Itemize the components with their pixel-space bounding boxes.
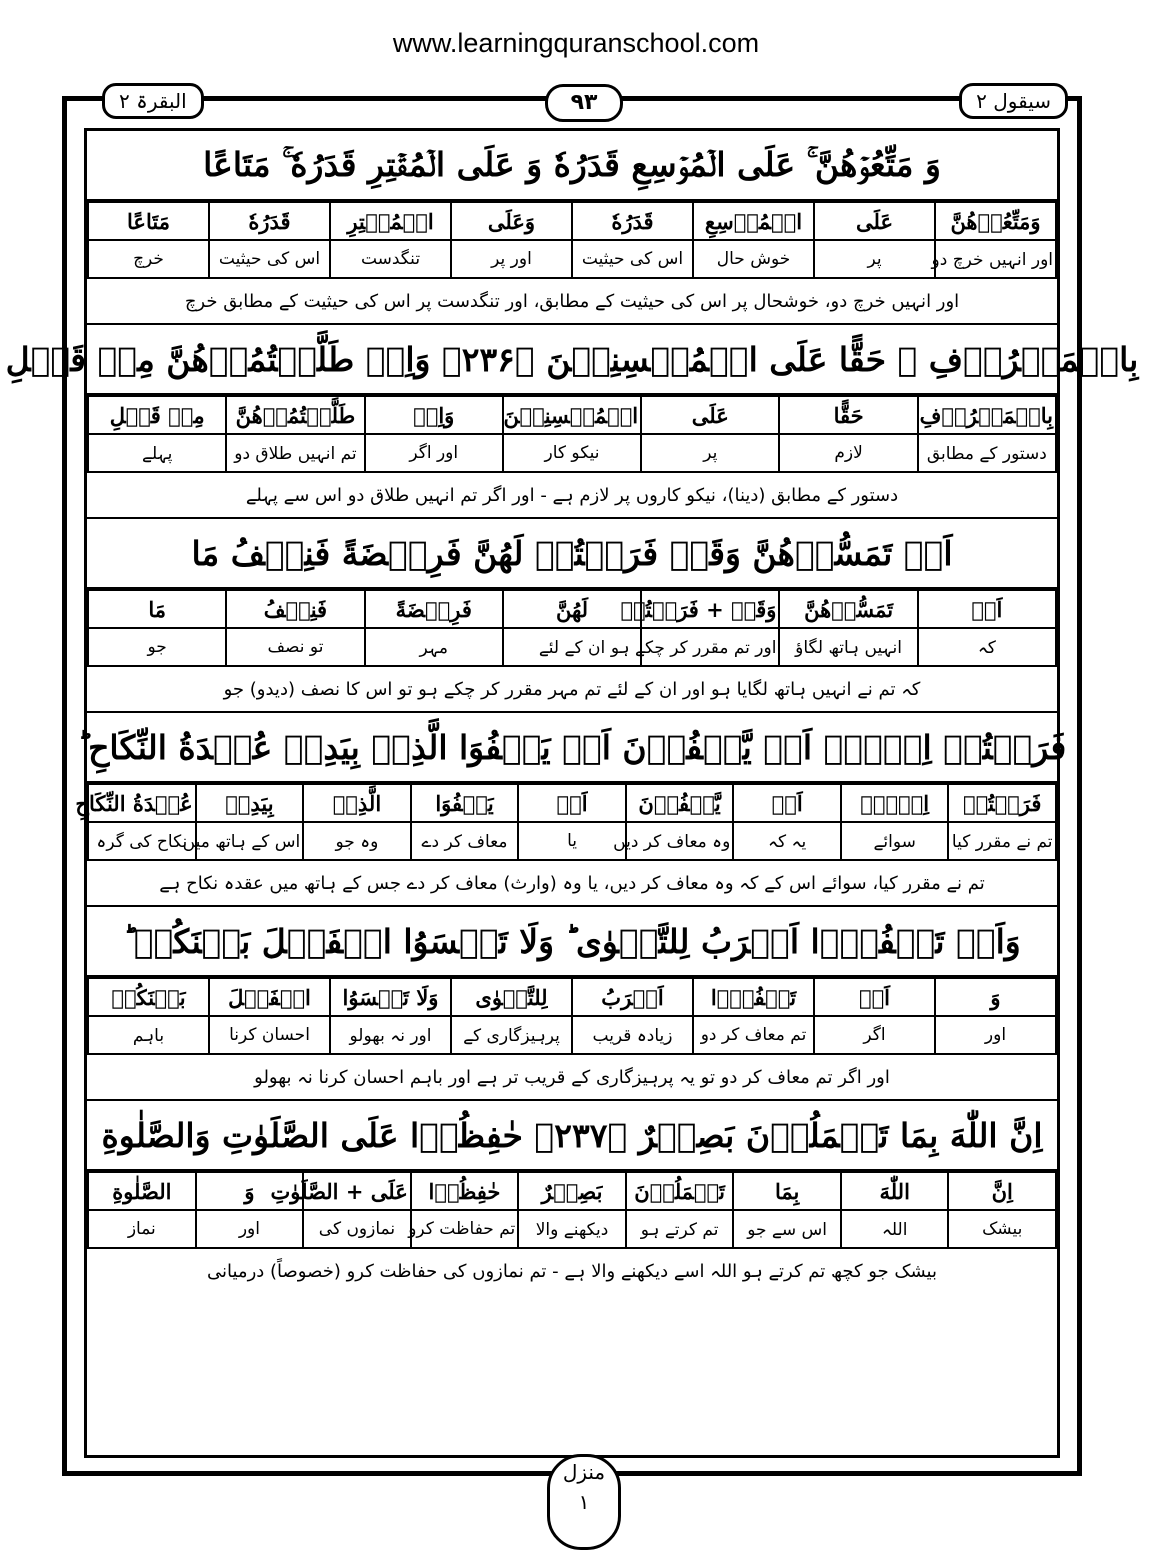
word-table xyxy=(87,201,1057,279)
arabic-word: الصَّلٰوةِ xyxy=(88,1172,196,1210)
word-meaning: اس کی حیثیت xyxy=(572,240,693,278)
arabic-word: مِنۡ قَبۡلِ xyxy=(88,396,226,434)
arabic-word: اَنۡ xyxy=(918,590,1056,628)
word-meaning: تو نصف xyxy=(226,628,364,666)
word-table xyxy=(87,395,1057,473)
ayah-text: بِالۡمَعۡرُوۡفِ ۚ حَقًّا عَلَى الۡمُحۡسِنِيۡنَ ﴿۲۳۶﴾ وَاِنۡ طَلَّقۡتُمُوۡهُنَّ مِنۡ قَبۡلِ xyxy=(87,325,1057,395)
verse-translation: بیشک جو کچھ تم کرتے ہو اللہ اسے دیکھنے والا ہے - تم نمازوں کی حفاظت کرو (خصوصاً) درمیانی xyxy=(207,1260,937,1282)
ayah-text: اَنۡ تَمَسُّوۡهُنَّ وَقَدۡ فَرَضۡتُمۡ لَهُنَّ فَرِيۡضَةً فَنِصۡفُ مَا xyxy=(87,519,1057,589)
arabic-word: مَتَاعًا xyxy=(88,202,209,240)
word-meaning: تم کرتے ہو xyxy=(626,1210,734,1248)
verse-translation: دستور کے مطابق (دینا)، نیکو کاروں پر لازم ہے - اور اگر تم انہیں طلاق دو اس سے پہلے xyxy=(87,473,1057,519)
arabic-word: اَقۡرَبُ xyxy=(572,978,693,1016)
word-table xyxy=(75,783,1057,861)
word-meaning: پہلے xyxy=(88,434,226,472)
word-meaning: جو xyxy=(88,628,226,666)
verse-block xyxy=(75,713,1067,907)
arabic-word-row xyxy=(88,396,1056,434)
arabic-word: وَمَتِّعُوۡهُنَّ xyxy=(935,202,1056,240)
word-meaning: باہم xyxy=(88,1016,209,1054)
arabic-word: لِلتَّقۡوٰى xyxy=(451,978,572,1016)
arabic-word: وَ xyxy=(935,978,1056,1016)
word-meaning: خرچ xyxy=(88,240,209,278)
word-meaning: اور xyxy=(196,1210,304,1248)
arabic-word: وَعَلَى xyxy=(451,202,572,240)
arabic-word: يَّعۡفُوۡنَ xyxy=(626,784,734,822)
arabic-word: الۡمُوۡسِعِ xyxy=(693,202,814,240)
word-meaning: اور انہیں خرچ دو xyxy=(935,240,1056,278)
ayah-text: اِنَّ اللّٰهَ بِمَا تَعۡمَلُوۡنَ بَصِيۡرٌ ﴿۲۳۷﴾ حٰفِظُوۡا عَلَى الصَّلَوٰتِ وَالصَّلٰوةِ xyxy=(87,1101,1057,1171)
manzil-marker xyxy=(547,1454,621,1550)
word-meaning: خوش حال xyxy=(693,240,814,278)
word-meaning: نمازوں کی xyxy=(303,1210,411,1248)
arabic-word-row xyxy=(88,784,1056,822)
arabic-word: وَ xyxy=(196,1172,304,1210)
arabic-word: اَنۡ xyxy=(814,978,935,1016)
word-meaning: زیادہ قریب xyxy=(572,1016,693,1054)
verse-block xyxy=(87,131,1057,325)
word-meaning: اور پر xyxy=(451,240,572,278)
arabic-word: وَلَا تَنۡسَوُا xyxy=(330,978,451,1016)
ayah-text: فَرَضۡتُمۡ اِلَّاۤ اَنۡ يَّعۡفُوۡنَ اَوۡ يَعۡفُوَا الَّذِىۡ بِيَدِهٖ عُقۡدَةُ النِّكَاحِ ؕ xyxy=(87,713,1057,783)
arabic-word: فَنِصۡفُ xyxy=(226,590,364,628)
arabic-word-row xyxy=(88,590,1056,628)
ayah-text: وَاَنۡ تَعۡفُوۡۤا اَقۡرَبُ لِلتَّقۡوٰى ؕ وَلَا تَنۡسَوُا الۡفَضۡلَ بَيۡنَكُمۡ ؕ xyxy=(87,907,1057,977)
arabic-word-row xyxy=(88,1172,1056,1210)
word-meaning: یا xyxy=(518,822,626,860)
verse-block xyxy=(87,519,1057,713)
verse-translation: اور انہیں خرچ دو، خوشحال پر اس کی حیثیت کے مطابق، اور تنگدست پر اس کی حیثیت کے مطابق خرچ xyxy=(87,279,1057,325)
arabic-word: حَقًّا xyxy=(779,396,917,434)
verse-translation: تم نے مقرر کیا، سوائے اس کے کہ وہ معاف کر دیں، یا وہ (وارث) معاف کر دے جس کے ہاتھ میں عقدہ نکاح ہے xyxy=(87,861,1057,907)
word-meaning: اس کے ہاتھ میں xyxy=(196,822,304,860)
arabic-word: عَلَى xyxy=(814,202,935,240)
arabic-word: طَلَّقۡتُمُوۡهُنَّ xyxy=(226,396,364,434)
arabic-word: عُقۡدَةُ النِّكَاحِ xyxy=(88,784,196,822)
arabic-word: بِيَدِهٖ xyxy=(196,784,304,822)
verse-block xyxy=(87,1101,1057,1293)
arabic-word: بِمَا xyxy=(733,1172,841,1210)
arabic-word: الَّذِىۡ xyxy=(303,784,411,822)
content-frame xyxy=(5,128,1139,1458)
arabic-word: عَلَى + الصَّلَوٰتِ xyxy=(303,1172,411,1210)
word-meaning: اگر xyxy=(814,1016,935,1054)
arabic-word: اَوۡ xyxy=(518,784,626,822)
arabic-word: قَدَرُهٗ xyxy=(572,202,693,240)
urdu-meaning-row xyxy=(88,240,1056,278)
arabic-word: اللّٰهَ xyxy=(841,1172,949,1210)
arabic-word: مَا xyxy=(88,590,226,628)
word-meaning: ان کے لئے xyxy=(503,628,641,666)
verse-translation: کہ تم نے انہیں ہاتھ لگایا ہو اور ان کے لئے تم مہر مقرر کر چکے ہو تو اس کا نصف (دیدو) جو xyxy=(87,667,1057,713)
word-meaning: پر xyxy=(814,240,935,278)
arabic-word-row xyxy=(88,202,1056,240)
arabic-word: الۡمُحۡسِنِيۡنَ xyxy=(503,396,641,434)
word-meaning: اور xyxy=(935,1016,1056,1054)
manzil-label: منزل xyxy=(562,1460,606,1484)
arabic-word: تَعۡفُوۡۤا xyxy=(693,978,814,1016)
manzil-number: ۱ xyxy=(578,1490,590,1514)
arabic-word: اِلَّاۤ xyxy=(841,784,949,822)
arabic-word: حٰفِظُوۡا xyxy=(411,1172,519,1210)
arabic-word: اَنۡ xyxy=(733,784,841,822)
arabic-word: تَعۡمَلُوۡنَ xyxy=(626,1172,734,1210)
word-meaning: اس کی حیثیت xyxy=(209,240,330,278)
arabic-word: فَرَضۡتُمۡ xyxy=(948,784,1056,822)
word-meaning: دستور کے مطابق xyxy=(918,434,1056,472)
word-meaning: اور اگر xyxy=(365,434,503,472)
word-table xyxy=(87,589,1057,667)
urdu-meaning-row xyxy=(88,822,1056,860)
word-meaning: تم معاف کر دو xyxy=(693,1016,814,1054)
arabic-word: وَقَدۡ + فَرَضۡتُمۡ xyxy=(641,590,779,628)
word-meaning: تم نے مقرر کیا xyxy=(948,822,1056,860)
verse-translation: اور اگر تم معاف کر دو تو یہ پرہیزگاری کے قریب تر ہے اور باہم احسان کرنا نہ بھولو xyxy=(87,1055,1057,1101)
word-meaning: نکاح کی گرہ xyxy=(88,822,196,860)
word-meaning: اور تم مقرر کر چکے ہو xyxy=(641,628,779,666)
word-meaning: اللہ xyxy=(841,1210,949,1248)
para-label: سیقول ۲ xyxy=(959,83,1068,119)
word-table xyxy=(87,977,1057,1055)
urdu-meaning-row xyxy=(88,628,1056,666)
arabic-word: بِالۡمَعۡرُوۡفِ xyxy=(918,396,1056,434)
word-meaning: کہ xyxy=(918,628,1056,666)
arabic-word: عَلَى xyxy=(641,396,779,434)
arabic-word-row xyxy=(88,978,1056,1016)
ayah-text: وَ مَتِّعُوۡهُنَّ ۚ عَلَى الۡمُوۡسِعِ قَدَرُهٗ وَ عَلَى الۡمُقۡتِرِ قَدَرُهٗ ۚ مَتَاعًا xyxy=(87,131,1057,201)
arabic-word: بَيۡنَكُمۡ xyxy=(88,978,209,1016)
surah-label: البقرۃ ۲ xyxy=(102,83,204,119)
site-url: www.learningquranschool.com xyxy=(392,28,760,58)
urdu-meaning-row xyxy=(88,1210,1056,1248)
arabic-word: يَعۡفُوَا xyxy=(411,784,519,822)
word-meaning: انہیں ہاتھ لگاؤ xyxy=(779,628,917,666)
word-meaning: مہر xyxy=(365,628,503,666)
arabic-word: لَهُنَّ xyxy=(503,590,641,628)
word-meaning: اس سے جو xyxy=(733,1210,841,1248)
word-meaning: بیشک xyxy=(948,1210,1056,1248)
word-meaning: نیکو کار xyxy=(503,434,641,472)
word-meaning: اور نہ بھولو xyxy=(330,1016,451,1054)
arabic-word: قَدَرُهٗ xyxy=(209,202,330,240)
word-meaning: پرہیزگاری کے xyxy=(451,1016,572,1054)
word-meaning: پر xyxy=(641,434,779,472)
arabic-word: بَصِيۡرٌ xyxy=(518,1172,626,1210)
word-meaning: یہ کہ xyxy=(733,822,841,860)
word-meaning: نماز xyxy=(88,1210,196,1248)
page-number: ۹۳ xyxy=(545,84,623,122)
arabic-word: الۡمُقۡتِرِ xyxy=(330,202,451,240)
word-meaning: سوائے xyxy=(841,822,949,860)
word-meaning: احسان کرنا xyxy=(209,1016,330,1054)
urdu-meaning-row xyxy=(88,434,1056,472)
arabic-word: فَرِيۡضَةً xyxy=(365,590,503,628)
arabic-word: الۡفَضۡلَ xyxy=(209,978,330,1016)
arabic-word: اِنَّ xyxy=(948,1172,1056,1210)
word-meaning: تنگدست xyxy=(330,240,451,278)
urdu-meaning-row xyxy=(88,1016,1056,1054)
arabic-word: وَاِنۡ xyxy=(365,396,503,434)
word-meaning: معاف کر دے xyxy=(411,822,519,860)
word-meaning: لازم xyxy=(779,434,917,472)
verse-block xyxy=(87,907,1057,1101)
word-meaning: وہ جو xyxy=(303,822,411,860)
verse-block xyxy=(5,325,1139,519)
word-meaning: دیکھنے والا xyxy=(518,1210,626,1248)
word-meaning: تم انہیں طلاق دو xyxy=(226,434,364,472)
word-meaning: وہ معاف کر دیں xyxy=(626,822,734,860)
word-meaning: تم حفاظت کرو xyxy=(411,1210,519,1248)
arabic-word: تَمَسُّوۡهُنَّ xyxy=(779,590,917,628)
word-table xyxy=(87,1171,1057,1249)
